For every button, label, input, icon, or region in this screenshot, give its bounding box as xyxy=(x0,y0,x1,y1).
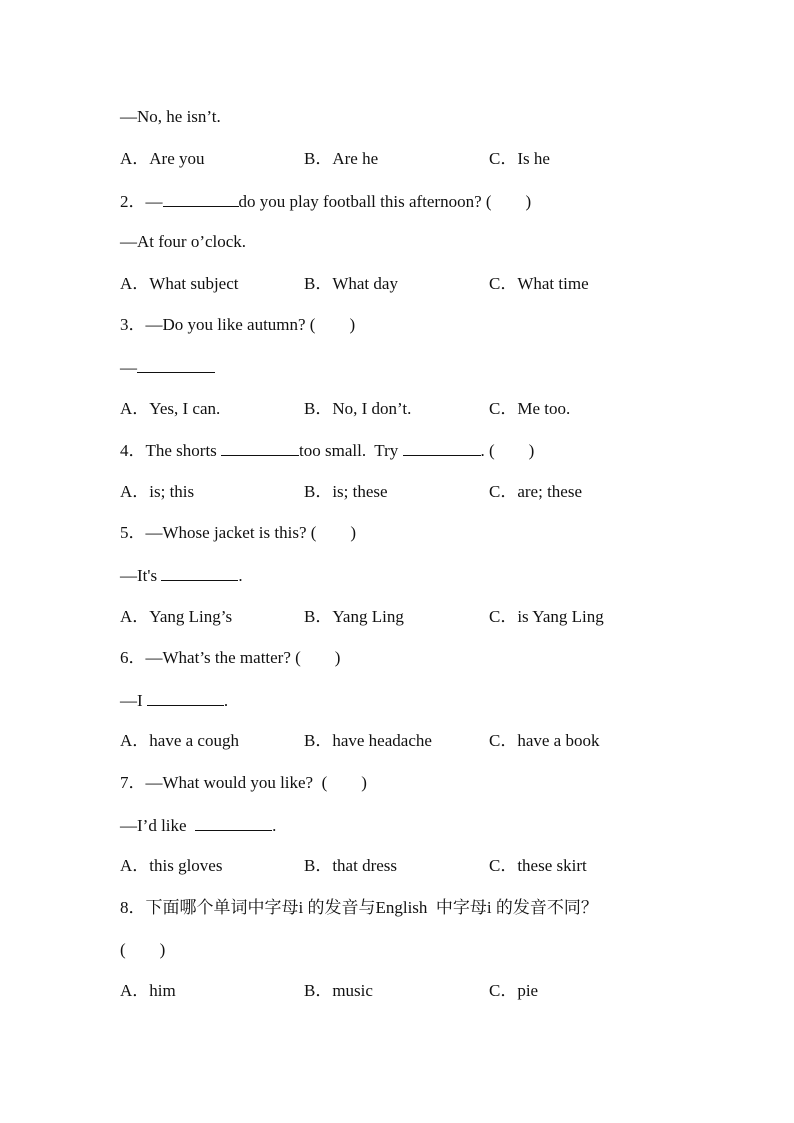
option-c[interactable]: C．Me too. xyxy=(489,399,571,418)
answer-text: —I xyxy=(120,691,147,710)
answer-blank[interactable] xyxy=(137,357,215,373)
question-text: too small. Try xyxy=(299,441,403,460)
answer-blank[interactable] xyxy=(195,815,272,831)
answer-parentheses: ( ) xyxy=(120,940,166,959)
option-a[interactable]: A．is; this xyxy=(120,482,195,501)
option-a[interactable]: A．Are you xyxy=(120,149,205,168)
question-2-options xyxy=(120,274,720,294)
question-6-options xyxy=(120,731,720,751)
question-text: 4．The shorts xyxy=(120,441,222,460)
option-c[interactable]: C．these skirt xyxy=(489,856,587,875)
answer-blank[interactable] xyxy=(221,440,299,456)
option-b[interactable]: B．is; these xyxy=(304,482,388,501)
question-number: 2． xyxy=(120,192,146,211)
question-7-options xyxy=(120,856,720,876)
answer-line xyxy=(120,815,276,836)
option-a[interactable]: A．him xyxy=(120,981,176,1000)
question-2 xyxy=(120,191,531,212)
question-7: 7．—What would you like? ( ) xyxy=(120,773,367,792)
option-a[interactable]: A．this gloves xyxy=(120,856,223,875)
option-b[interactable]: B．that dress xyxy=(304,856,398,875)
option-c[interactable]: C．pie xyxy=(489,981,539,1000)
answer-blank[interactable] xyxy=(147,690,224,706)
answer-blank[interactable] xyxy=(161,565,238,581)
answer-line: —At four o’clock. xyxy=(120,232,247,251)
option-b[interactable]: B．Are he xyxy=(304,149,379,168)
answer-blank[interactable] xyxy=(163,191,239,207)
answer-text: . xyxy=(272,816,277,835)
answer-text: . xyxy=(238,566,243,585)
answer-text: . xyxy=(223,691,229,710)
option-b[interactable]: B．Yang Ling xyxy=(304,607,404,626)
option-a[interactable]: A．Yang Ling’s xyxy=(120,607,233,626)
question-5-options xyxy=(120,607,720,627)
question-1-options xyxy=(120,149,720,169)
answer-blank[interactable] xyxy=(403,440,481,456)
question-4-options xyxy=(120,482,720,502)
option-c[interactable]: C．is Yang Ling xyxy=(489,607,604,626)
dash: — xyxy=(145,192,163,211)
option-c[interactable]: C．Is he xyxy=(489,149,550,168)
answer-text: —It's xyxy=(120,566,162,585)
option-c[interactable]: C．What time xyxy=(489,274,589,293)
question-5: 5．—Whose jacket is this? ( ) xyxy=(120,523,357,542)
option-a[interactable]: A．Yes, I can. xyxy=(120,399,221,418)
answer-line xyxy=(120,357,215,378)
answer-line: —No, he isn’t. xyxy=(120,107,221,126)
question-8-options xyxy=(120,981,720,1001)
question-4 xyxy=(120,440,534,461)
dash: — xyxy=(120,358,137,377)
option-c[interactable]: C．have a book xyxy=(489,731,600,750)
question-6: 6．—What’s the matter? ( ) xyxy=(120,648,341,667)
option-a[interactable]: A．What subject xyxy=(120,274,239,293)
answer-text: —I’d like xyxy=(120,816,196,835)
option-b[interactable]: B．No, I don’t. xyxy=(304,399,412,418)
option-b[interactable]: B．have headache xyxy=(304,731,432,750)
question-3: 3．—Do you like autumn? ( ) xyxy=(120,315,356,334)
question-text: . ( ) xyxy=(480,441,535,460)
question-text: do you play football this afternoon? ( ) xyxy=(238,192,532,211)
option-a[interactable]: A．have a cough xyxy=(120,731,239,750)
answer-line xyxy=(120,565,243,586)
question-8: 8．下面哪个单词中字母i 的发音与English 中字母i 的发音不同？ xyxy=(120,898,598,917)
question-3-options xyxy=(120,399,720,419)
option-b[interactable]: B．What day xyxy=(304,274,398,293)
option-c[interactable]: C．are; these xyxy=(489,482,582,501)
answer-line xyxy=(120,690,228,711)
option-b[interactable]: B．music xyxy=(304,981,373,1000)
